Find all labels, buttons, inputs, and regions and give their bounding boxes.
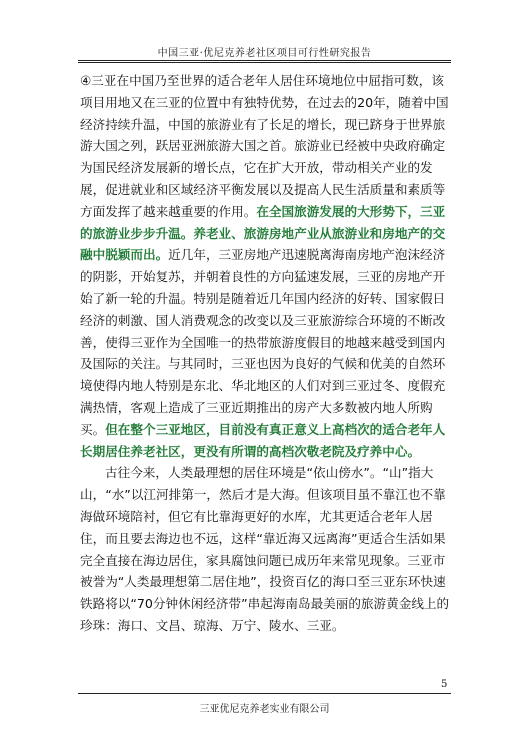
paragraph-1-text: ④三亚在中国乃至世界的适合老年人居住环境地位中屈指可数，该项目用地又在三亚的位置中有独特优势，在过去的20年，随着中国经济持续升温，中国的旅游业有了长足的增长，现已跻身于世界旅游大国之列，跃居亚洲旅游大国之首。旅游业已经被中央政府确定为国民经济发展新的增长点，它在扩大开放，带动相关产业的发展，促进就业和区域经济平衡发展以及提高人民生活质量和素质等方面发挥了越来越重要的作用。 (80, 73, 449, 219)
header-rule (78, 60, 451, 61)
paragraph-1 (80, 70, 450, 462)
document-body (80, 70, 450, 637)
paragraph-1-text-2: 近几年，三亚房地产迅速脱离海南房地产泡沫经济的阴影，开始复苏，并朝着良性的方向猛速发展，三亚的房地产开始了新一轮的升温。特别是随着近几年国内经济的好转、国家假日经济的刺激、国人消费观念的改变以及三亚旅游综合环境的不断改善，使得三亚作为全国唯一的热带旅游度假目的地越来越受到国内及国际的关注。与其同时，三亚也因为良好的气候和优美的自然环境使得内地人特别是东北、华北地区的人们对到三亚过冬、度假充满热情，客观上造成了三亚近期推出的房产大多数被内地人所购买。 (80, 247, 446, 437)
highlight-text-1: 在全国旅游发展的大形势下，三亚的旅游业步步升温。养老业、旅游房地产业从旅游业和房地产的交融中脱颖而出。 (80, 203, 446, 263)
page-number: 5 (441, 679, 448, 690)
page-header: 中国三亚·优尼克养老社区项目可行性研究报告 (157, 48, 372, 59)
paragraph-2: 古往今来，人类最理想的居住环境是“依山傍水”。“山”指大山，“水”以江河排第一，然后才是大海。但该项目虽不靠江也不靠海做环境陪衬，但它有比靠海更好的水库，尤其更适合老年人居住，而且要去海边也不远，这样“靠近海又远离海”更适合生活如果完全直接在海边居住，家具腐蚀问题已成历年来常见现象。三亚市被誉为“人类最理想第二居住地”，投资百亿的海口至三亚东环快速铁路将以“70分钟休闲经济带”串起海南岛最美丽的旅游黄金线上的珍珠：海口、文昌、琼海、万宁、陵水、三亚。 (80, 465, 450, 633)
header-rule-thin (78, 62, 451, 63)
page-footer: 三亚优尼克养老实业有限公司 (199, 704, 330, 715)
footer-rule (78, 693, 451, 694)
highlight-text-2: 但在整个三亚地区，目前没有真正意义上高档次的适合老年人长期居住养老社区，更没有所谓的高档次敬老院及疗养中心。 (80, 421, 446, 459)
